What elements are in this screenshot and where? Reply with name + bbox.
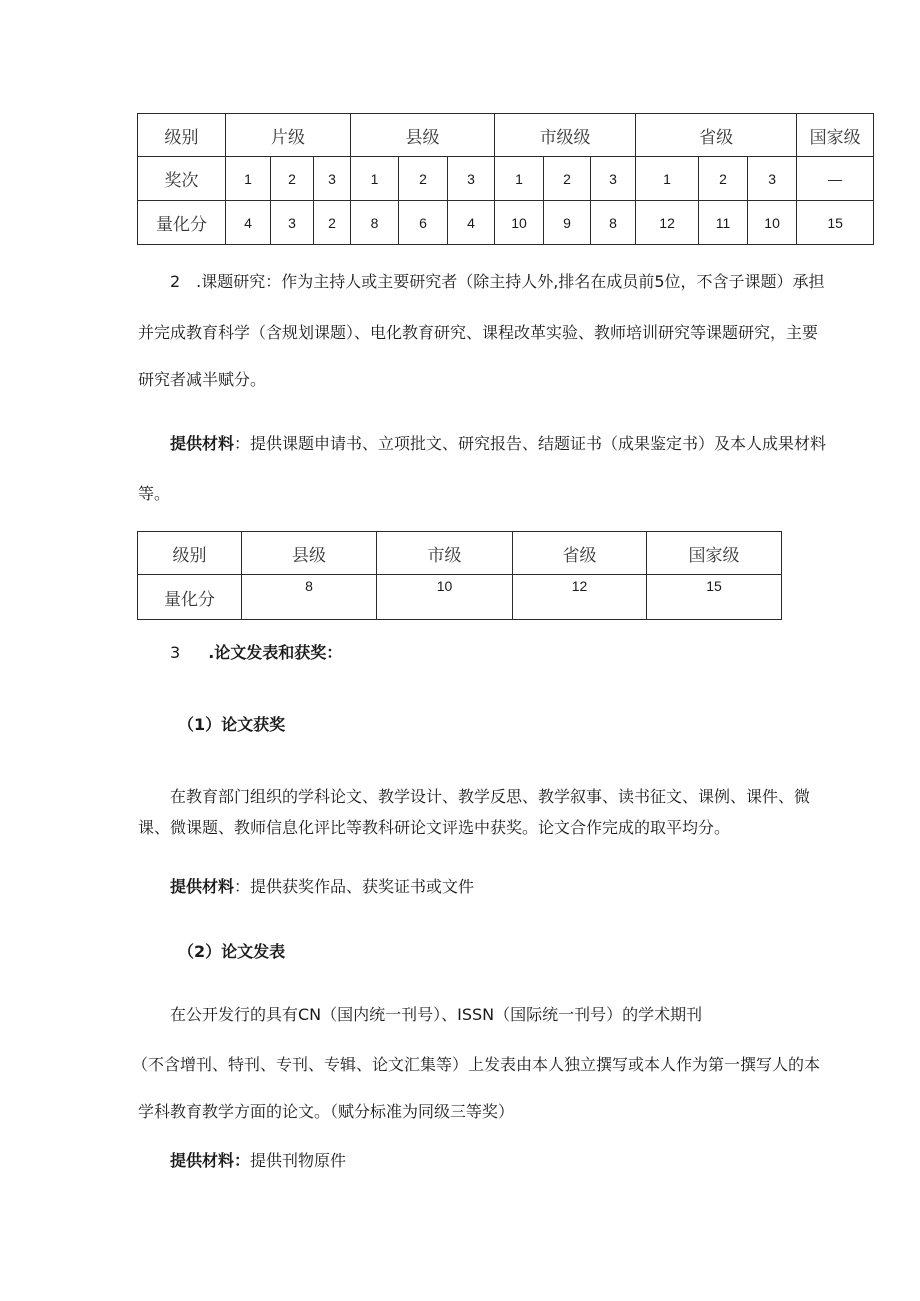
score-label: 量化分 bbox=[138, 575, 242, 620]
section3-number: 3 bbox=[170, 643, 181, 662]
score-cell: 8 bbox=[591, 201, 636, 245]
header-label: 级别 bbox=[138, 532, 242, 575]
score-cell: 11 bbox=[699, 201, 748, 245]
research-score-table bbox=[137, 531, 782, 620]
material-text: ：提供获奖作品、获奖证书或文件 bbox=[234, 877, 475, 896]
rank-cell: 2 bbox=[544, 157, 591, 201]
rank-cell: 1 bbox=[495, 157, 544, 201]
score-cell: 8 bbox=[351, 201, 399, 245]
score-cell: 15 bbox=[797, 201, 874, 245]
header-label: 级别 bbox=[138, 114, 226, 157]
sub2-line2: （不含增刊、特刊、专刊、专辑、论文汇集等）上发表由本人独立撰写或本人作为第一撰写人的本 bbox=[132, 1055, 821, 1074]
sub1-line2: 课、微课题、教师信息化评比等教科研论文评选中获奖。论文合作完成的取平均分。 bbox=[138, 818, 731, 837]
score-label: 量化分 bbox=[138, 201, 226, 245]
score-cell: 15 bbox=[647, 575, 782, 620]
section2-line3: 研究者减半赋分。 bbox=[138, 370, 267, 389]
material-text: 提供刊物原件 bbox=[250, 1151, 347, 1170]
rank-cell: 3 bbox=[748, 157, 797, 201]
sub2-title: （2）论文发表 bbox=[178, 942, 286, 961]
level-cell: 片级 bbox=[226, 114, 351, 157]
sub2-material bbox=[170, 1150, 346, 1172]
score-cell: 10 bbox=[377, 575, 513, 620]
score-cell: 4 bbox=[226, 201, 271, 245]
score-cell: 9 bbox=[544, 201, 591, 245]
score-cell: 3 bbox=[271, 201, 314, 245]
section3-title: .论文发表和获奖： bbox=[208, 643, 343, 662]
section2-line2: 并完成教育科学（含规划课题）、电化教育研究、课程改革实验、教师培训研究等课题研究，主要 bbox=[138, 323, 819, 342]
level-cell: 市级级 bbox=[495, 114, 636, 157]
score-cell: 4 bbox=[448, 201, 495, 245]
rank-cell: 1 bbox=[226, 157, 271, 201]
rank-label: 奖次 bbox=[138, 157, 226, 201]
sub2-line1: 在公开发行的具有CN（国内统一刊号）、ISSN（国际统一刊号）的学术期刊 bbox=[170, 1005, 703, 1024]
rank-cell: 1 bbox=[351, 157, 399, 201]
sub1-title: （1）论文获奖 bbox=[178, 715, 286, 734]
section2-material-cont: 等。 bbox=[138, 484, 171, 503]
material-label: 提供材料 bbox=[170, 434, 235, 453]
sub1-line1: 在教育部门组织的学科论文、教学设计、教学反思、教学叙事、读书征文、课例、课件、微 bbox=[170, 787, 811, 806]
rank-cell: 2 bbox=[271, 157, 314, 201]
sub2-line3: 学科教育教学方面的论文。（赋分标准为同级三等奖） bbox=[138, 1102, 515, 1121]
level-cell: 县级 bbox=[351, 114, 495, 157]
rank-cell: 2 bbox=[699, 157, 748, 201]
level-cell: 省级 bbox=[636, 114, 797, 157]
material-label: 提供材料 bbox=[170, 877, 235, 896]
rank-cell: 3 bbox=[314, 157, 351, 201]
score-cell: 8 bbox=[242, 575, 377, 620]
rank-cell: 3 bbox=[591, 157, 636, 201]
section2-line1: 2 .课题研究：作为主持人或主要研究者（除主持人外,排名在成员前5位，不含子课题）承担 bbox=[170, 272, 825, 291]
section2-material bbox=[170, 433, 826, 455]
score-cell: 10 bbox=[748, 201, 797, 245]
score-cell: 10 bbox=[495, 201, 544, 245]
level-cell: 省级 bbox=[513, 532, 647, 575]
score-cell: 2 bbox=[314, 201, 351, 245]
score-cell: 6 bbox=[399, 201, 448, 245]
rank-cell: 1 bbox=[636, 157, 699, 201]
sub1-material bbox=[170, 876, 474, 898]
material-text: ：提供课题申请书、立项批文、研究报告、结题证书（成果鉴定书）及本人成果材料 bbox=[234, 434, 827, 453]
score-cell: 12 bbox=[513, 575, 647, 620]
level-cell: 国家级 bbox=[797, 114, 874, 157]
award-score-table bbox=[137, 113, 874, 245]
level-cell: 市级 bbox=[377, 532, 513, 575]
rank-cell: — bbox=[797, 157, 874, 201]
rank-cell: 2 bbox=[399, 157, 448, 201]
material-label: 提供材料： bbox=[170, 1151, 251, 1170]
section3-heading bbox=[170, 642, 342, 664]
level-cell: 国家级 bbox=[647, 532, 782, 575]
rank-cell: 3 bbox=[448, 157, 495, 201]
score-cell: 12 bbox=[636, 201, 699, 245]
level-cell: 县级 bbox=[242, 532, 377, 575]
